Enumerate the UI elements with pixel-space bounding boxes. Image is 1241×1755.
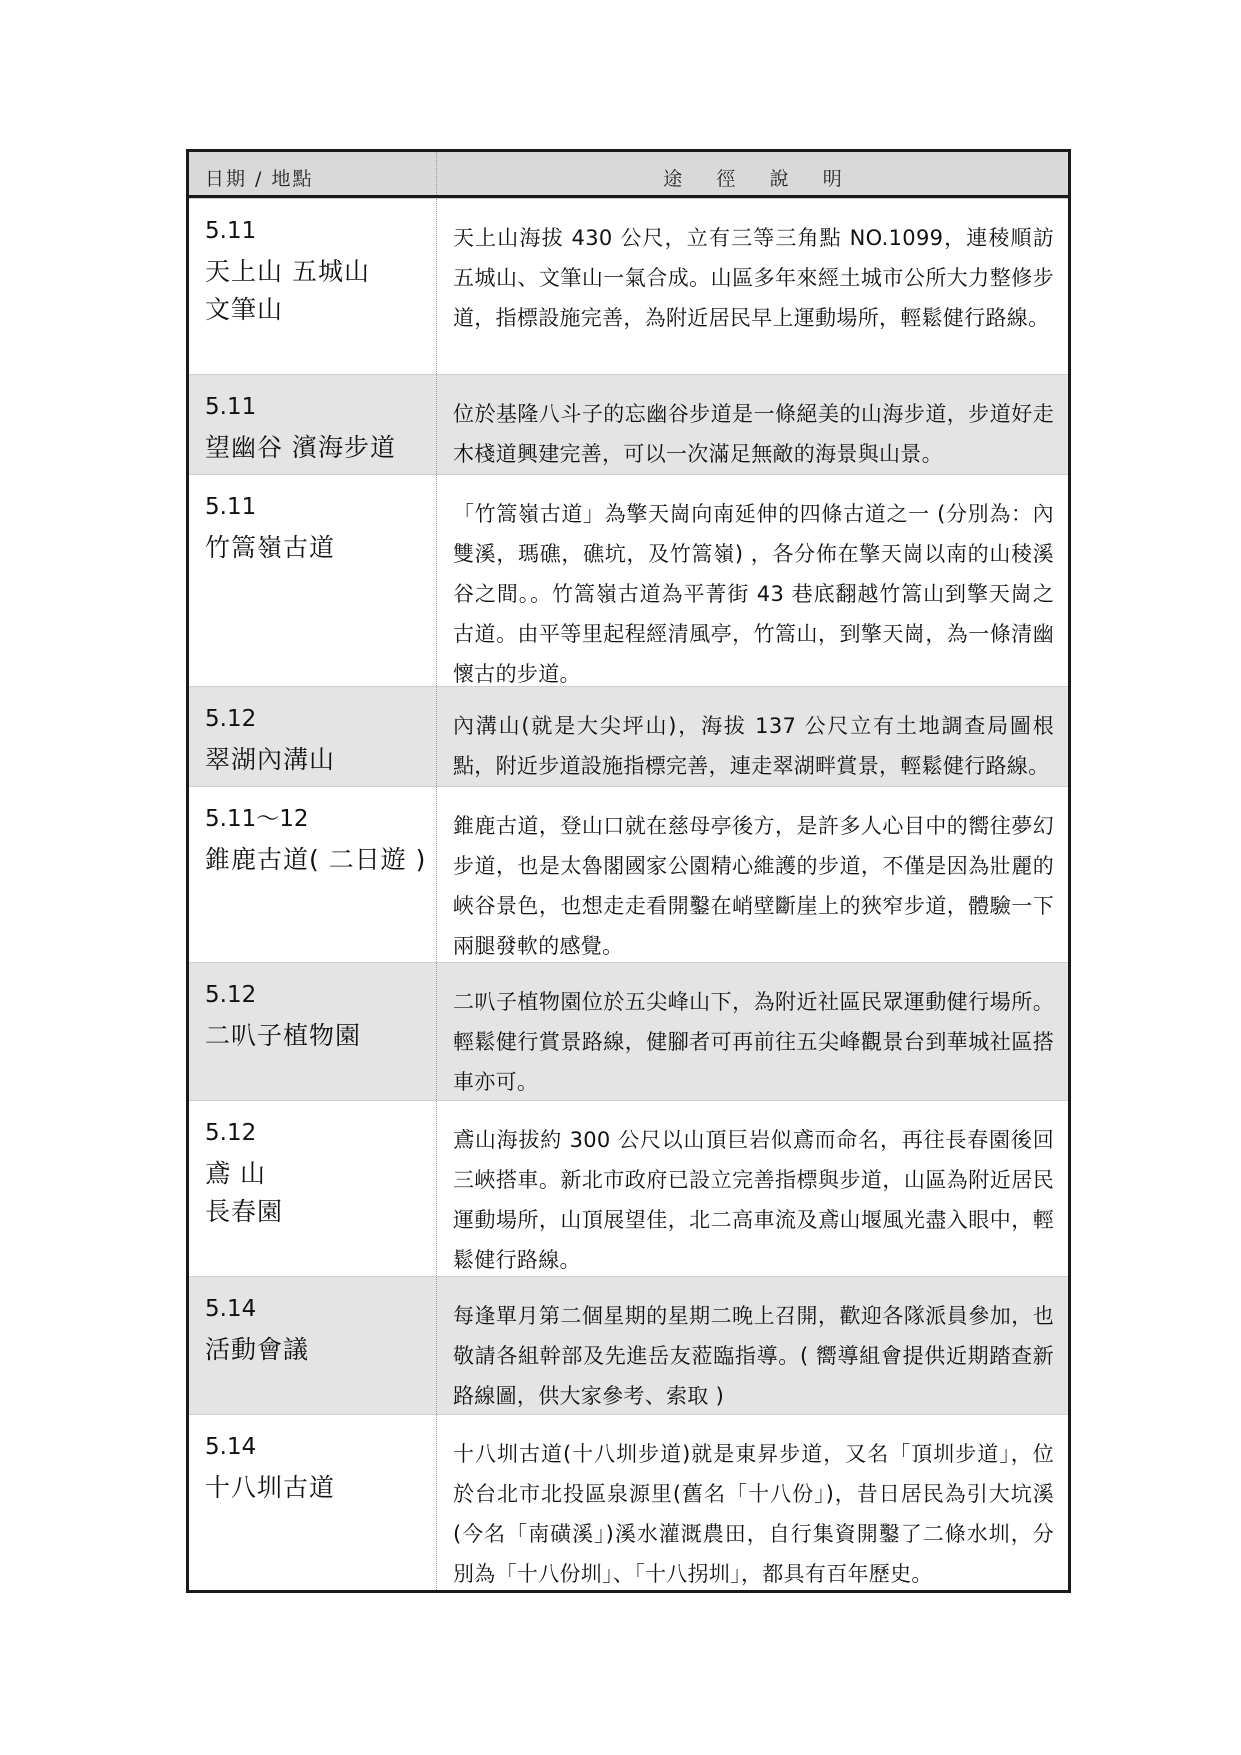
row-date: 5.12 [205, 706, 257, 732]
row-description: 內溝山(就是大尖坪山)，海拔 137 公尺立有土地調查局圖根點，附近步道設施指標完善，連走翠湖畔賞景，輕鬆健行路線。 [453, 714, 1054, 778]
table-row [189, 962, 1068, 1100]
table-row [189, 786, 1068, 962]
date-place-cell [189, 787, 437, 962]
row-place: 翠湖內溝山 [205, 745, 336, 774]
hiking-schedule-table [186, 149, 1071, 1593]
row-date: 5.11 [205, 218, 257, 244]
row-description: 天上山海拔 430 公尺，立有三等三角點 NO.1099，連稜順訪五城山、文筆山一氣合成。山區多年來經土城市公所大力整修步道，指標設施完善，為附近居民早上運動場所，輕鬆健行路線。 [453, 226, 1054, 330]
date-place-cell [189, 963, 437, 1100]
table-row [189, 374, 1068, 474]
row-place: 活動會議 [205, 1335, 310, 1364]
row-description: 鳶山海拔約 300 公尺以山頂巨岩似鳶而命名，再往長春園後回三峽搭車。新北市政府已設立完善指標與步道，山區為附近居民運動場所，山頂展望佳，北二高車流及鳶山堰風光盡入眼中，輕鬆健行路線。 [453, 1128, 1054, 1272]
table-row [189, 1100, 1068, 1276]
date-place-header: 日期 / 地點 [189, 152, 437, 195]
row-place: 十八圳古道 [205, 1473, 336, 1502]
table-row [189, 1276, 1068, 1414]
row-place: 望幽谷 濱海步道 [205, 433, 396, 462]
date-place-cell [189, 375, 437, 474]
row-description: 每逢單月第二個星期的星期二晚上召開，歡迎各隊派員參加，也敬請各組幹部及先進岳友蒞臨指導。( 嚮導組會提供近期踏查新路線圖，供大家參考、索取 ) [453, 1304, 1054, 1408]
row-date: 5.12 [205, 982, 257, 1008]
row-date: 5.12 [205, 1120, 257, 1146]
row-place: 天上山 五城山 [205, 257, 370, 286]
table-row [189, 1414, 1068, 1590]
row-date: 5.11～12 [205, 806, 309, 832]
row-description: 位於基隆八斗子的忘幽谷步道是一條絕美的山海步道，步道好走木棧道興建完善，可以一次滿足無敵的海景與山景。 [453, 402, 1054, 466]
description-header: 途徑說明 [663, 168, 876, 190]
row-place: 竹篙嶺古道 [205, 533, 336, 562]
date-place-cell [189, 1415, 437, 1590]
date-place-cell [189, 687, 437, 786]
row-place: 鳶 山 [205, 1159, 266, 1188]
table-row [189, 686, 1068, 786]
row-description: 二叭子植物園位於五尖峰山下，為附近社區民眾運動健行場所。輕鬆健行賞景路線，健腳者可再前往五尖峰觀景台到華城社區搭車亦可。 [453, 990, 1054, 1094]
date-place-cell [189, 199, 437, 374]
table-row [189, 198, 1068, 374]
row-date: 5.14 [205, 1434, 257, 1460]
row-date: 5.11 [205, 494, 257, 520]
row-place: 文筆山 [205, 295, 284, 324]
table-header-row [189, 152, 1068, 198]
table-row [189, 474, 1068, 686]
row-description: 十八圳古道(十八圳步道)就是東昇步道，又名「頂圳步道」，位於台北市北投區泉源里(舊名「十八份」)，昔日居民為引大坑溪(今名「南磺溪」)溪水灌溉農田，自行集資開鑿了二條水圳，分別為「十八份圳」、「十八拐圳」，都具有百年歷史。 [453, 1442, 1054, 1586]
row-place: 二叭子植物園 [205, 1021, 362, 1050]
date-place-cell [189, 1277, 437, 1414]
row-place: 錐鹿古道( 二日遊 ) [205, 845, 427, 874]
date-place-cell [189, 475, 437, 686]
row-date: 5.14 [205, 1296, 257, 1322]
row-description: 「竹篙嶺古道」為擎天崗向南延伸的四條古道之一 (分別為：內雙溪，瑪礁，礁坑，及竹篙嶺) ，各分佈在擎天崗以南的山稜溪谷之間。。竹篙嶺古道為平菁街 43 巷底翻越竹篙山到擎天崗之古道。由平等里起程經清風亭，竹篙山，到擎天崗，為一條清幽懷古的步道。 [453, 502, 1054, 686]
description-header-cell [437, 152, 1068, 195]
row-description: 錐鹿古道，登山口就在慈母亭後方，是許多人心目中的嚮往夢幻步道，也是太魯閣國家公園精心維護的步道，不僅是因為壯麗的峽谷景色，也想走走看開鑿在峭壁斷崖上的狹窄步道，體驗一下兩腿發軟的感覺。 [453, 814, 1054, 958]
row-date: 5.11 [205, 394, 257, 420]
date-place-cell [189, 1101, 437, 1276]
row-place: 長春園 [205, 1197, 284, 1226]
